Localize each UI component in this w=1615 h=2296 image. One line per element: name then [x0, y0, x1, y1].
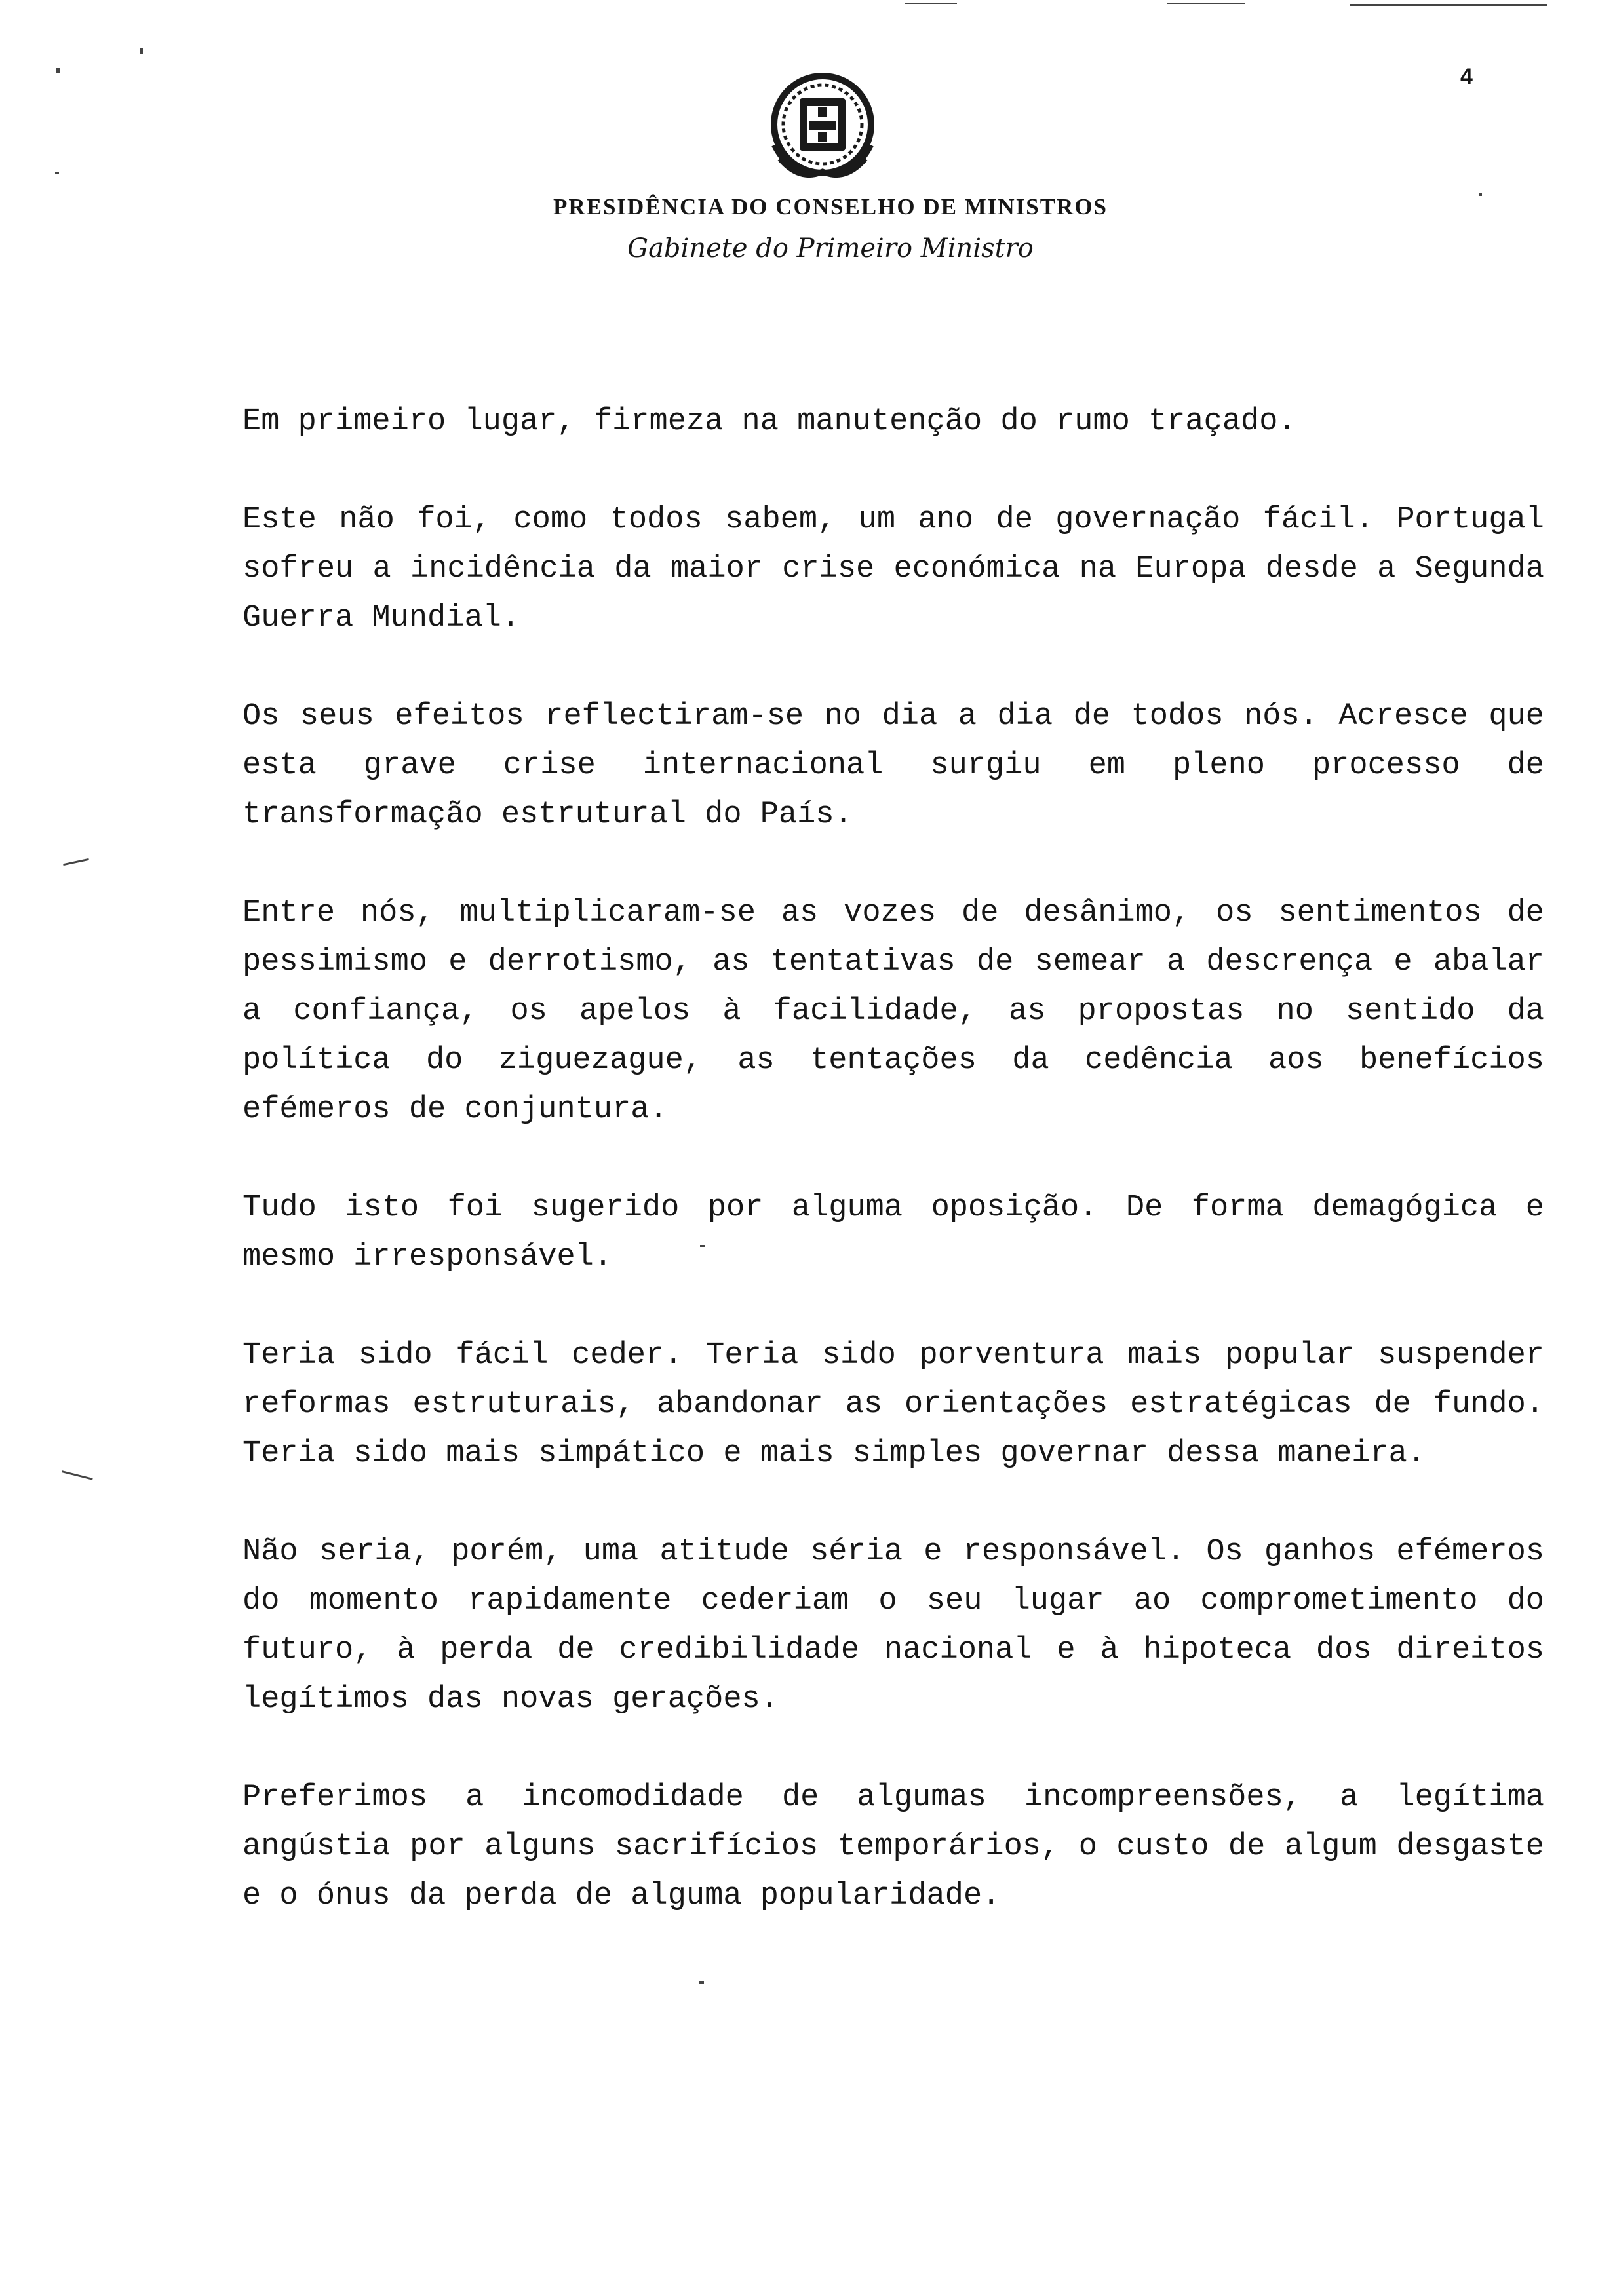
paragraph: Tudo isto foi sugerido por alguma oposição. De forma demagógica e mesmo irresponsável.: [243, 1191, 1544, 1274]
cabinet-name-text: Gabinete do Primeiro Ministro: [627, 233, 1034, 263]
portuguese-coat-of-arms-icon: [760, 67, 885, 191]
institution-name: [0, 194, 1615, 220]
scan-artifact: [905, 3, 957, 4]
paragraph: Não seria, porém, uma atitude séria e responsável. Os ganhos efémeros do momento rapidamente cederiam o seu lugar ao comprometimento do futuro, à perda de credibilidade nacional e à hipoteca dos direitos legítimos das novas gerações.: [243, 1535, 1544, 1717]
paragraph: Teria sido fácil ceder. Teria sido porventura mais popular suspender reformas estruturais, abandonar as orientações estratégicas de fundo. Teria sido mais simpático e mais simples governar dessa maneira.: [243, 1338, 1544, 1471]
scan-artifact: [1479, 193, 1482, 196]
paragraph: Em primeiro lugar, firmeza na manutenção do rumo traçado.: [243, 404, 1296, 439]
scan-artifact: [140, 48, 143, 54]
document-body: [243, 397, 1544, 1970]
paragraph: Preferimos a incomodidade de algumas incompreensões, a legítima angústia por alguns sacrifícios temporários, o custo de algum desgaste e o ónus da perda de alguma popularidade.: [243, 1780, 1544, 1913]
scan-artifact: [62, 1470, 92, 1480]
scan-artifact: [1167, 3, 1245, 4]
scan-artifact: [55, 172, 59, 174]
paragraph: Os seus efeitos reflectiram-se no dia a dia de todos nós. Acresce que esta grave crise internacional surgiu em pleno processo de transformação estrutural do País.: [243, 699, 1544, 832]
scan-artifact: [699, 1981, 704, 1984]
scan-artifact: [1350, 4, 1547, 6]
scan-artifact: [56, 68, 60, 73]
scan-artifact: [700, 1245, 705, 1247]
paragraph: Entre nós, multiplicaram-se as vozes de desânimo, os sentimentos de pessimismo e derrotismo, as tentativas de semear a descrença e abalar a confiança, os apelos à facilidade, as propostas no sentido da política do ziguezague, as tentações da cedência aos benefícios efémeros de conjuntura.: [243, 896, 1544, 1127]
scan-artifact: [63, 858, 89, 866]
institution-name-text: PRESIDÊNCIA DO CONSELHO DE MINISTROS: [553, 194, 1108, 220]
page-number: 4: [1460, 64, 1473, 89]
cabinet-name: [0, 233, 1615, 263]
paragraph: Este não foi, como todos sabem, um ano de governação fácil. Portugal sofreu a incidência da maior crise económica na Europa desde a Segunda Guerra Mundial.: [243, 503, 1544, 636]
